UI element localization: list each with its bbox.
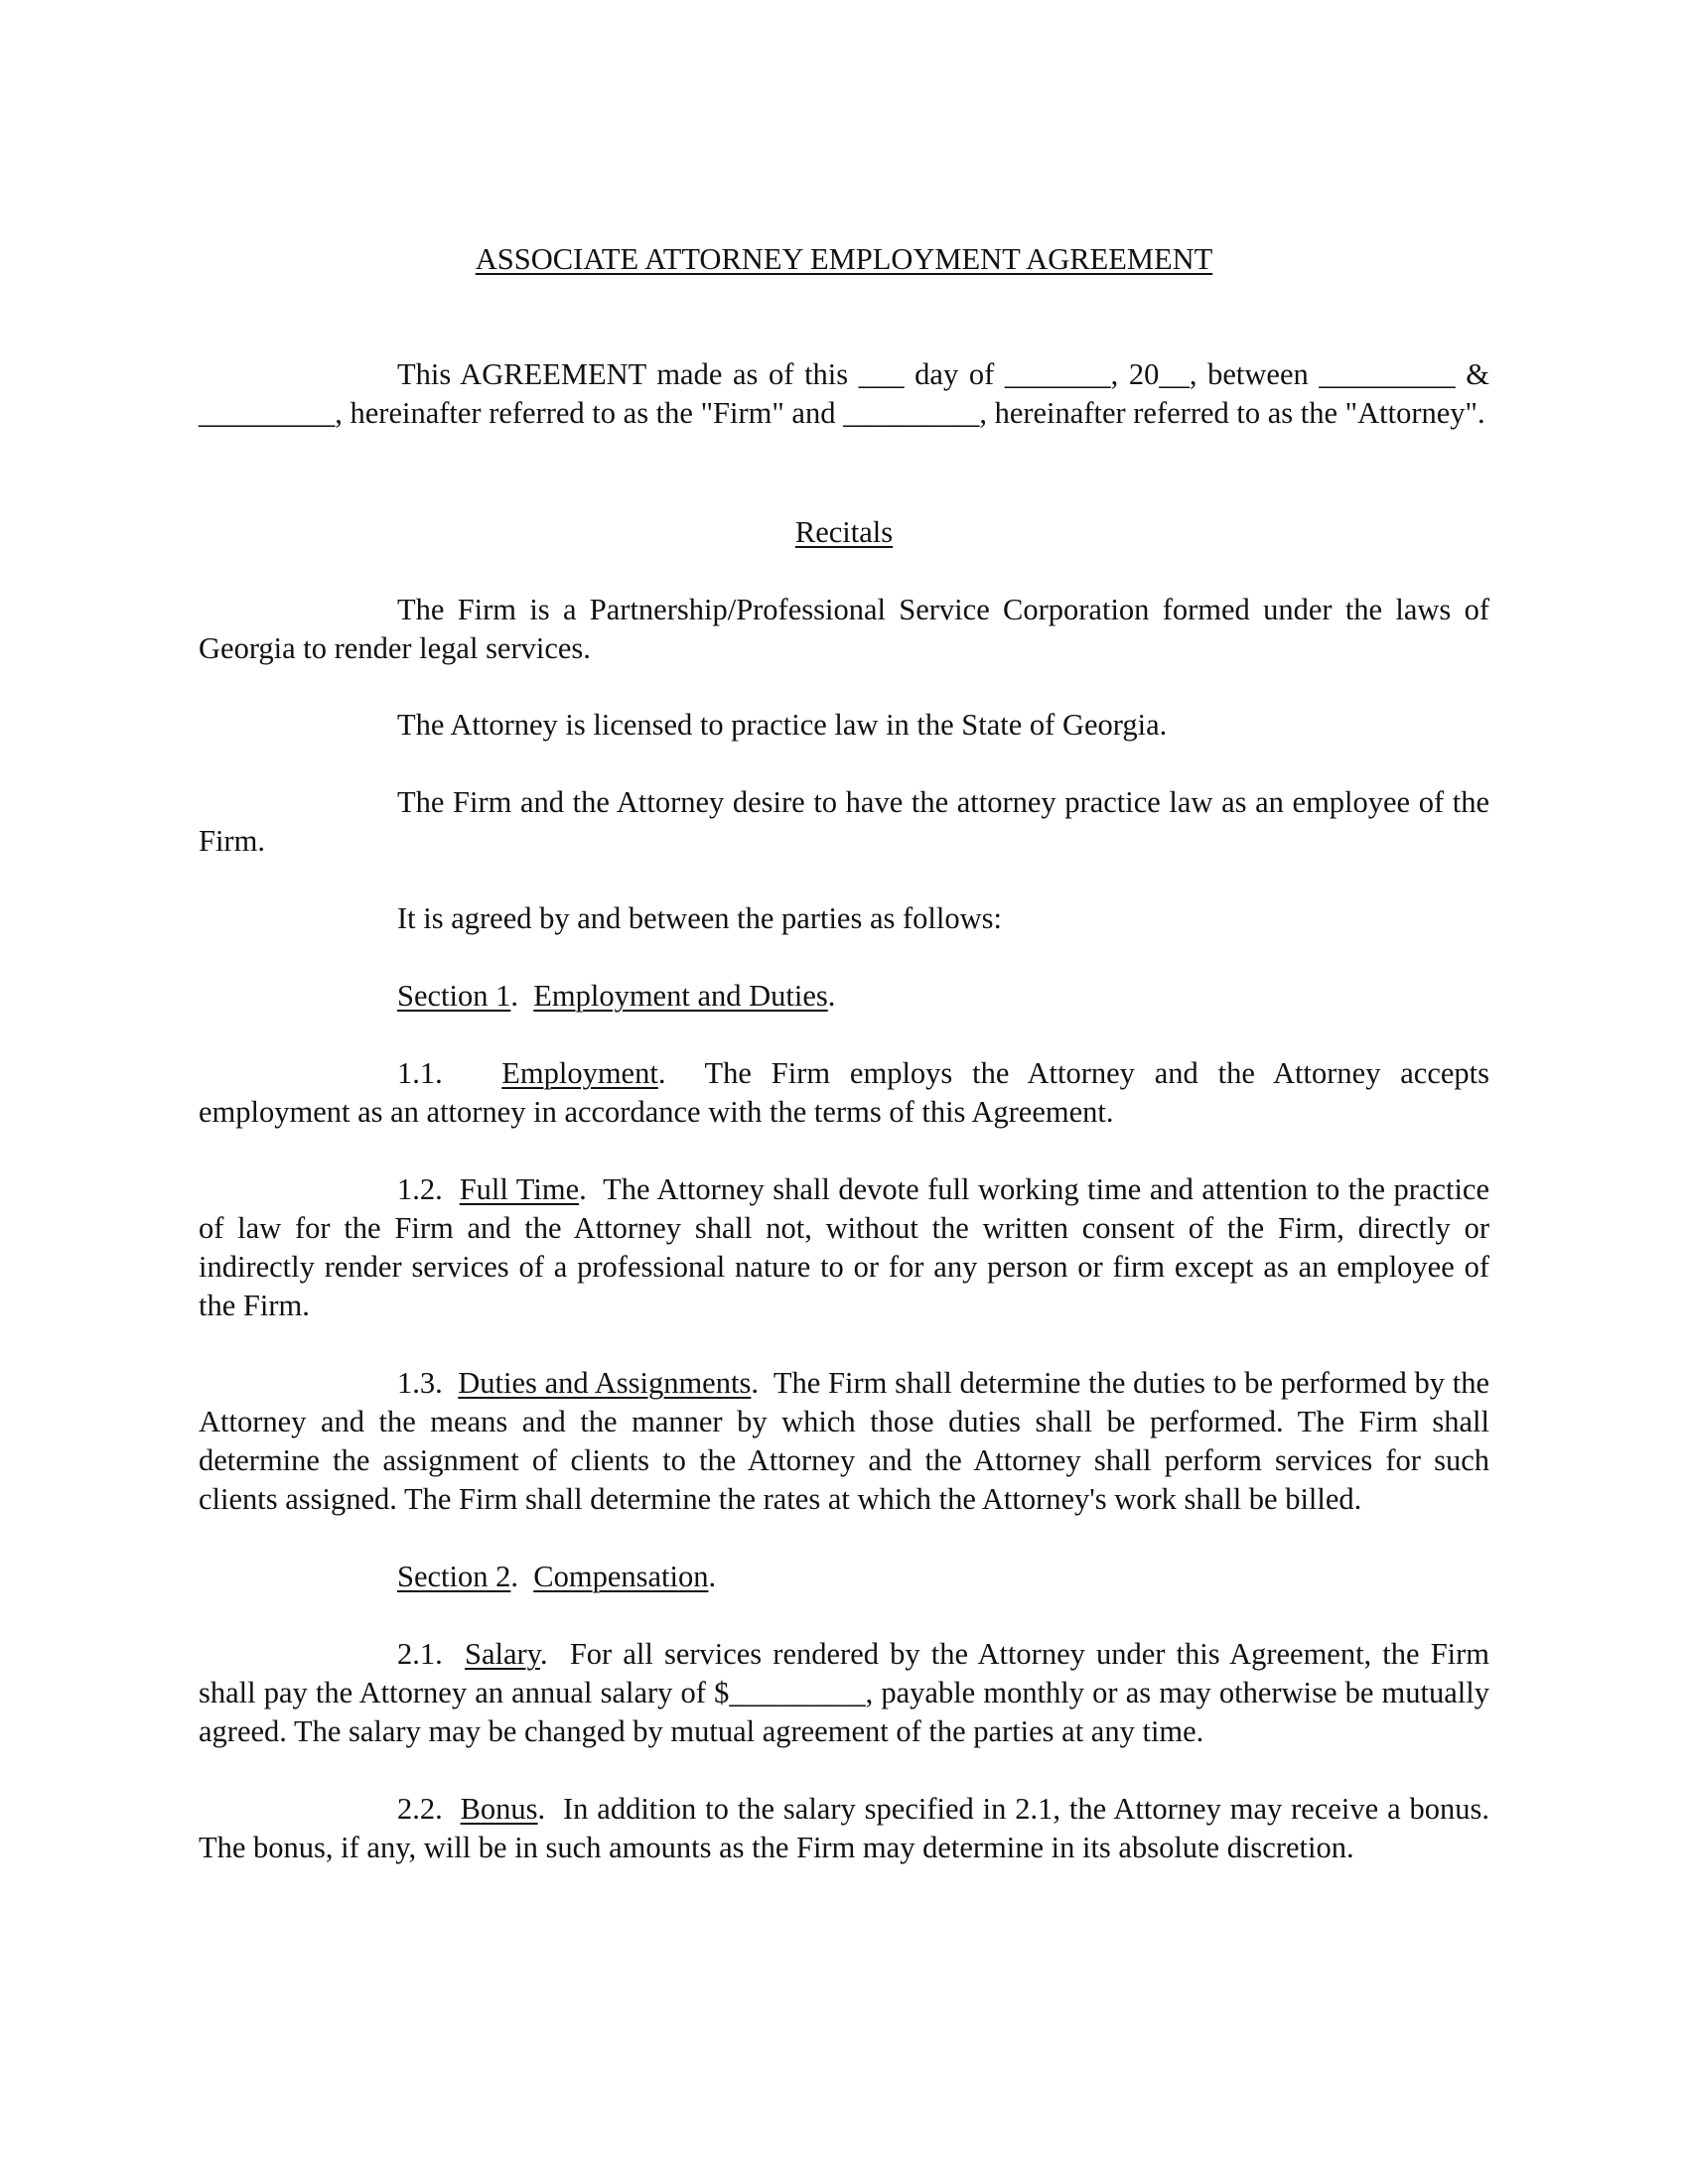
recital-paragraph-1: The Firm is a Partnership/Professional Service Corporation formed under the laws of Georgia to render legal services. bbox=[199, 593, 1489, 665]
clause-1-3-number: 1.3. bbox=[397, 1366, 443, 1400]
clause-2-2-text: In addition to the salary specified in 2.1, the Attorney may receive a bonus. The bonus, if any, will be in such amounts as the Firm may determine in its absolute discretion. bbox=[199, 1792, 1490, 1864]
section-2-heading: Section 2. Compensation. bbox=[397, 1560, 717, 1593]
clause-1-2-heading: Full Time bbox=[459, 1172, 580, 1206]
clause-1-2-number: 1.2. bbox=[397, 1172, 443, 1206]
clause-1-3-heading: Duties and Assignments bbox=[458, 1366, 752, 1400]
clause-1-3-text: The Firm shall determine the duties to be performed by the Attorney and the means and the manner by which those duties shall be performed. The Firm shall determine the assignment of clients to the Attorney and the Attorney shall perform services for such clients assigned. The Firm shall determine the rates at which the Attorney's work shall be billed. bbox=[199, 1366, 1490, 1516]
section-1-title: Employment and Duties bbox=[533, 979, 828, 1013]
clause-1-3: 1.3. Duties and Assignments. The Firm shall determine the duties to be performed by the Attorney and the means and the manner by which those duties shall be performed. The Firm shall determine the assignment of clients to the Attorney and the Attorney shall perform services for such clients assigned. The Firm shall determine the rates at which the Attorney's work shall be billed. bbox=[199, 1366, 1490, 1516]
section-2-label: Section 2 bbox=[397, 1560, 511, 1593]
clause-2-1-heading: Salary bbox=[465, 1637, 540, 1671]
recitals-heading: Recitals bbox=[794, 515, 894, 549]
clause-2-2-number: 2.2. bbox=[397, 1792, 443, 1826]
clause-2-2-heading: Bonus bbox=[460, 1792, 538, 1826]
clause-1-1-number: 1.1. bbox=[397, 1056, 443, 1090]
clause-2-2: 2.2. Bonus. In addition to the salary specified in 2.1, the Attorney may receive a bonus. The bonus, if any, will be in such amounts as the Firm may determine in its absolute discretion. bbox=[199, 1792, 1490, 1864]
section-2-title: Compensation bbox=[533, 1560, 709, 1593]
clause-2-1: 2.1. Salary. For all services rendered by the Attorney under this Agreement, the Firm shall pay the Attorney an annual salary of $_________, payable monthly or as may otherwise be mutually agreed. The salary may be changed by mutual agreement of the parties at any time. bbox=[199, 1637, 1490, 1748]
document-title: ASSOCIATE ATTORNEY EMPLOYMENT AGREEMENT bbox=[475, 242, 1213, 276]
recital-paragraph-3: The Firm and the Attorney desire to have the attorney practice law as an employee of the Firm. bbox=[199, 785, 1489, 858]
clause-2-1-number: 2.1. bbox=[397, 1637, 443, 1671]
clause-2-1-text: For all services rendered by the Attorney under this Agreement, the Firm shall pay the Attorney an annual salary of $_________, payable monthly or as may otherwise be mutually agreed. The salary may be changed by mutual agreement of the parties at any time. bbox=[199, 1637, 1490, 1748]
section-1-label: Section 1 bbox=[397, 979, 511, 1013]
clause-1-2-text: The Attorney shall devote full working time and attention to the practice of law for the Firm and the Attorney shall not, without the written consent of the Firm, directly or indirectly render services of a professional nature to or for any person or firm except as an employee of the Firm. bbox=[199, 1172, 1489, 1322]
section-1-heading: Section 1. Employment and Duties. bbox=[397, 979, 836, 1013]
agreement-statement: It is agreed by and between the parties as follows: bbox=[397, 901, 1002, 935]
intro-paragraph: This AGREEMENT made as of this ___ day of _______, 20__, between _________ & _________, hereinafter referred to as the "Firm" and _________, hereinafter referred to as the "Attorney". bbox=[199, 357, 1489, 430]
clause-1-1-heading: Employment bbox=[501, 1056, 658, 1090]
clause-1-1: 1.1. Employment. The Firm employs the Attorney and the Attorney accepts employment as an attorney in accordance with the terms of this Agreement. bbox=[199, 1056, 1490, 1129]
recital-paragraph-2: The Attorney is licensed to practice law in the State of Georgia. bbox=[397, 708, 1168, 742]
clause-1-1-text: The Firm employs the Attorney and the Attorney accepts employment as an attorney in accordance with the terms of this Agreement. bbox=[199, 1056, 1490, 1129]
clause-1-2: 1.2. Full Time. The Attorney shall devote full working time and attention to the practice of law for the Firm and the Attorney shall not, without the written consent of the Firm, directly or indirectly render services of a professional nature to or for any person or firm except as an employee of the Firm. bbox=[199, 1172, 1489, 1322]
